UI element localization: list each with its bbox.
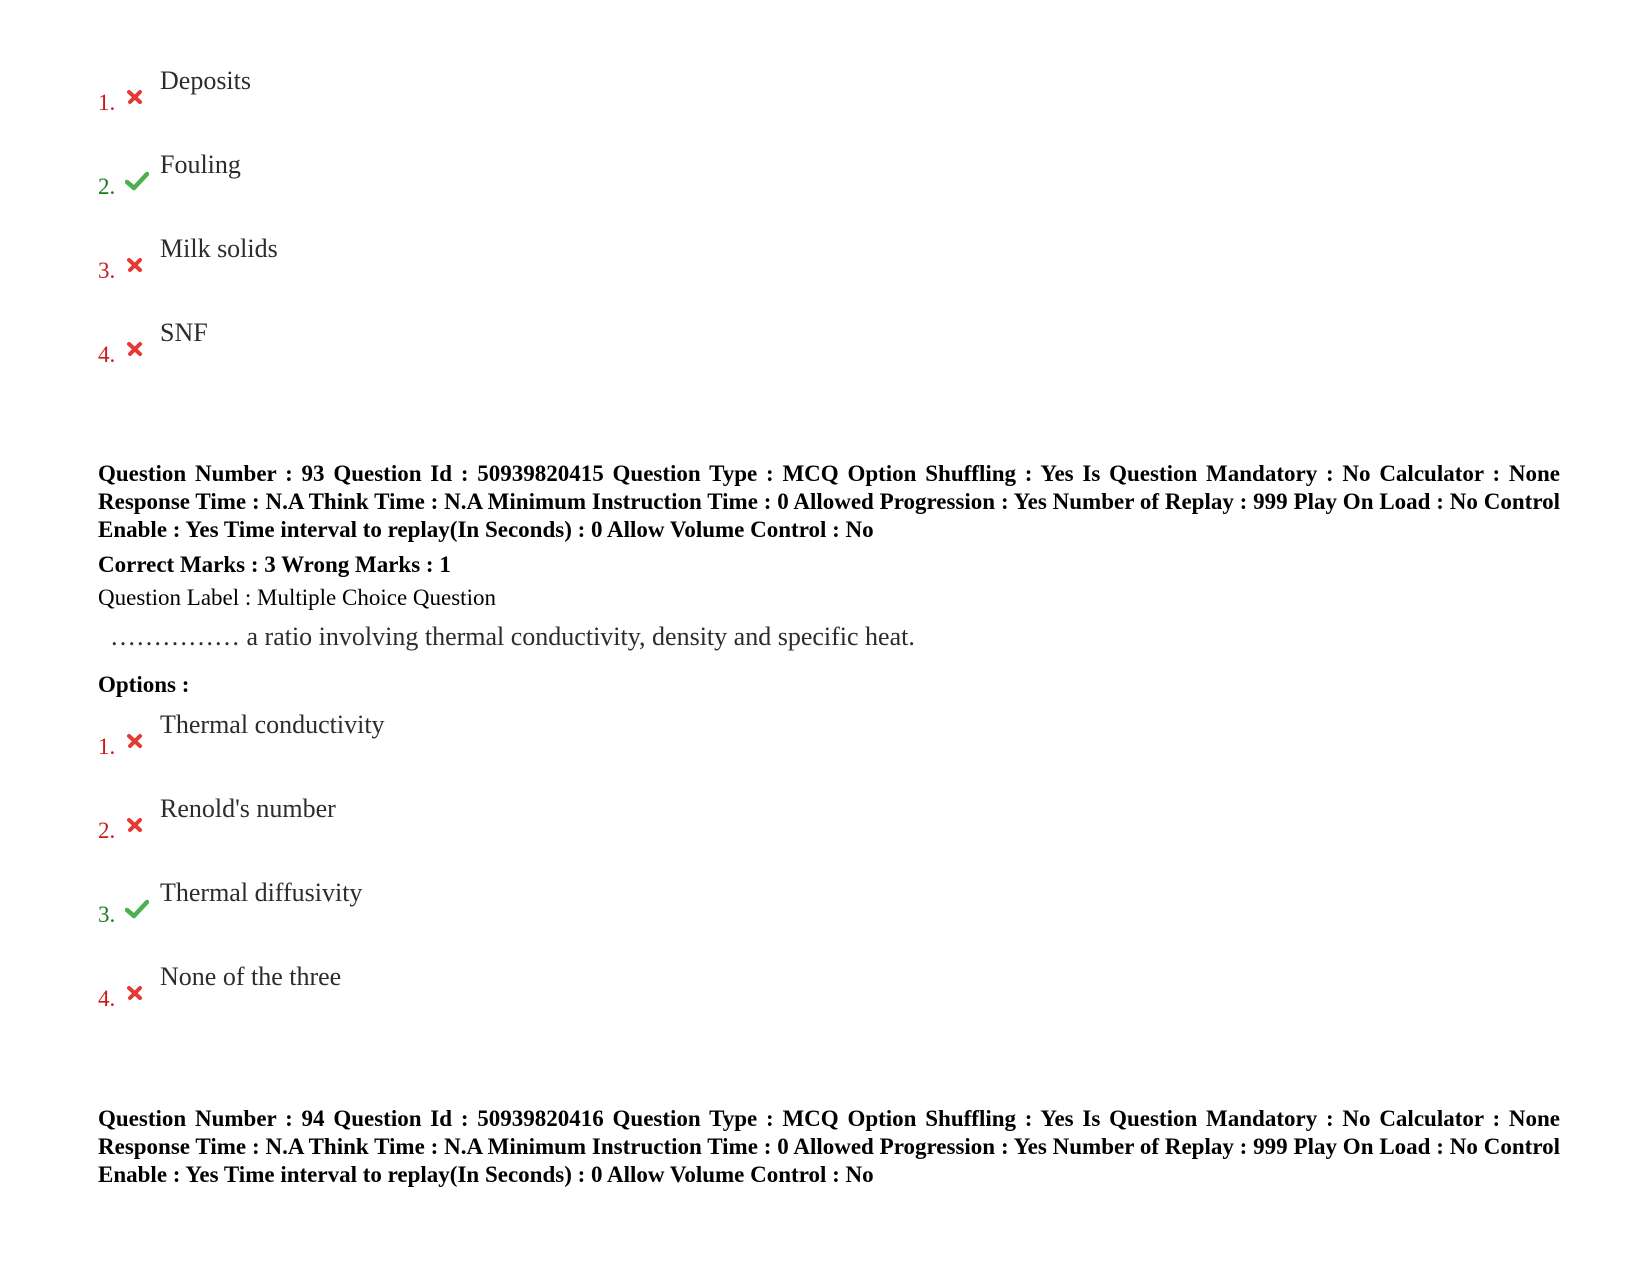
question-94-meta: Question Number : 94 Question Id : 50939820416 Question Type : MCQ Option Shuffling : Yes Is Question Mandatory : No Calculator : None Response Time : N.A Think Time : N.A Minimum Instruction Time : 0 Allowed Progression : Yes Number of Replay : 999 Play On Load : No Control Enable : Yes Time interval to replay(In Seconds) : 0 Allow Volume Control : No bbox=[98, 1106, 1560, 1187]
cross-icon bbox=[125, 731, 145, 751]
option-text: Thermal conductivity bbox=[160, 710, 385, 739]
cross-icon bbox=[125, 255, 145, 275]
option-text: Thermal diffusivity bbox=[160, 878, 363, 907]
option-text: Milk solids bbox=[160, 234, 278, 263]
option-number: 3. bbox=[98, 902, 116, 927]
cross-icon bbox=[125, 339, 145, 359]
option-text: Deposits bbox=[160, 66, 251, 95]
option-number: 2. bbox=[98, 818, 116, 843]
question-93-meta: Question Number : 93 Question Id : 50939820415 Question Type : MCQ Option Shuffling : Yes Is Question Mandatory : No Calculator : None Response Time : N.A Think Time : N.A Minimum Instruction Time : 0 Allowed Progression : Yes Number of Replay : 999 Play On Load : No Control Enable : Yes Time interval to replay(In Seconds) : 0 Allow Volume Control : No bbox=[98, 461, 1560, 542]
question-93-label: Question Label : Multiple Choice Question bbox=[98, 585, 496, 610]
option-text: None of the three bbox=[160, 962, 342, 991]
cross-icon bbox=[125, 815, 145, 835]
option-number: 4. bbox=[98, 342, 116, 367]
option-number: 2. bbox=[98, 174, 116, 199]
option-number: 1. bbox=[98, 734, 116, 759]
option-text: Renold's number bbox=[160, 794, 336, 823]
question-93-marks: Correct Marks : 3 Wrong Marks : 1 bbox=[98, 552, 451, 577]
option-number: 4. bbox=[98, 986, 116, 1011]
options-label: Options : bbox=[98, 672, 190, 697]
option-text: SNF bbox=[160, 318, 208, 347]
check-icon bbox=[125, 171, 149, 191]
option-text: Fouling bbox=[160, 150, 241, 179]
question-93-text: …………… a ratio involving thermal conductivity, density and specific heat. bbox=[110, 622, 915, 651]
cross-icon bbox=[125, 87, 145, 107]
check-icon bbox=[125, 899, 149, 919]
option-number: 3. bbox=[98, 258, 116, 283]
cross-icon bbox=[125, 983, 145, 1003]
option-number: 1. bbox=[98, 90, 116, 115]
